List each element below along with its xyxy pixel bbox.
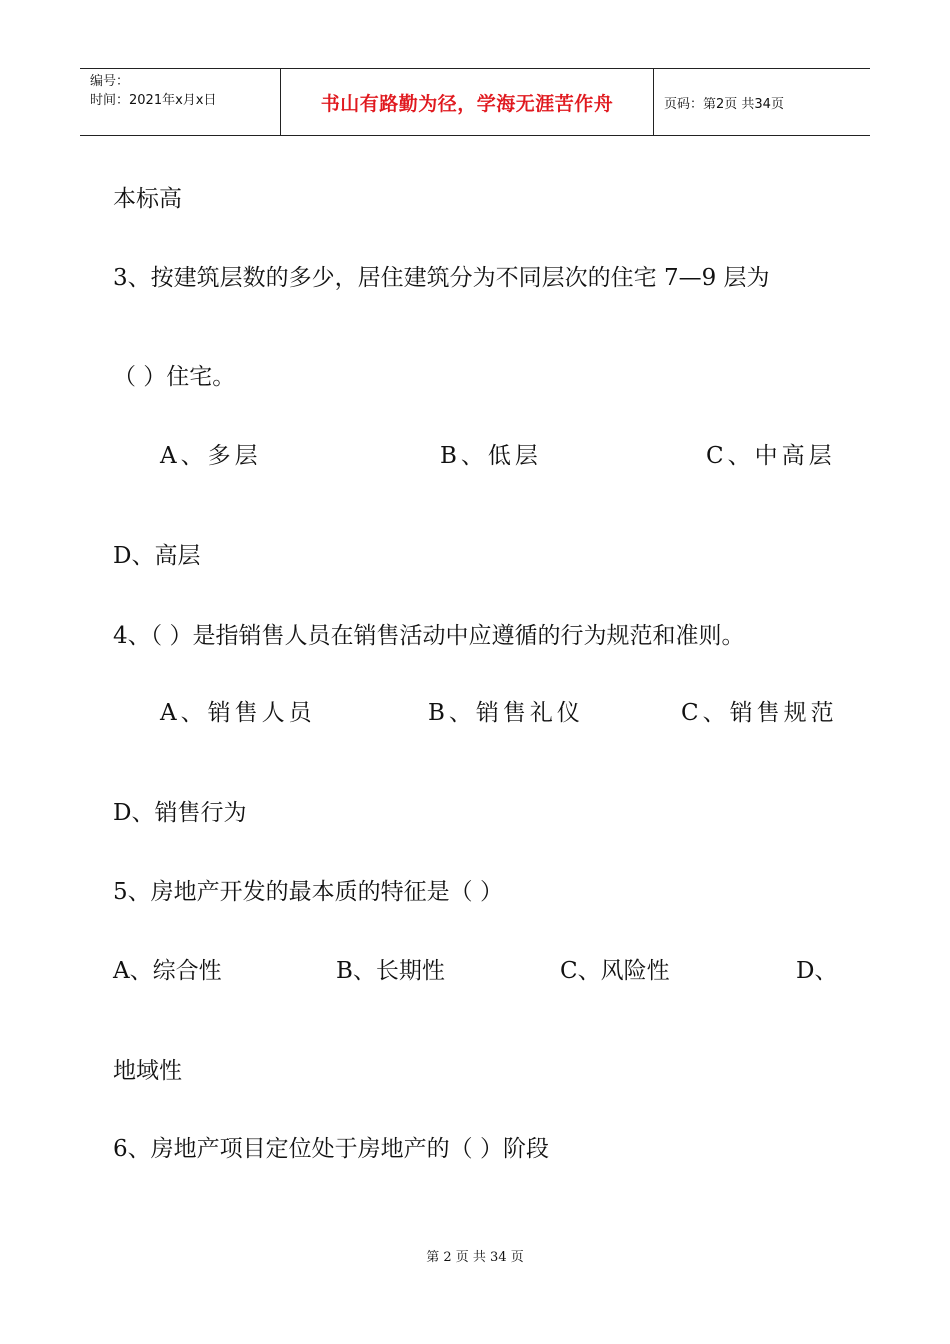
document-date: 时间：2021年x月x日: [90, 93, 217, 108]
question-4-option-b: B、销售礼仪: [428, 700, 584, 726]
page-header: [80, 68, 870, 136]
question-5-line-1: 5、房地产开发的最本质的特征是（ ）: [113, 879, 503, 905]
question-4-line-1: 4、（ ）是指销售人员在销售活动中应遵循的行为规范和准则。: [113, 623, 745, 649]
question-3-line-1: 3、按建筑层数的多少，居住建筑分为不同层次的住宅 7—9 层为: [113, 265, 770, 291]
text-fragment: 本标高: [113, 186, 182, 212]
question-4-option-c: C、销售规范: [681, 700, 838, 726]
header-meta: [80, 69, 281, 135]
question-5-option-d: D、: [796, 958, 838, 984]
document-number-label: 编号：: [90, 74, 130, 89]
question-6-line-1: 6、房地产项目定位处于房地产的（ ）阶段: [113, 1136, 549, 1162]
question-3-option-d: D、高层: [113, 543, 201, 569]
question-3-option-a: A、多层: [160, 443, 262, 469]
question-3-option-b: B、低层: [440, 443, 542, 469]
question-3-line-2: （ ）住宅。: [113, 364, 236, 390]
question-4-option-d: D、销售行为: [113, 800, 247, 826]
question-3-option-c: C、中高层: [706, 443, 836, 469]
header-motto: 书山有路勤为径，学海无涯苦作舟: [281, 69, 654, 135]
question-5-option-a: A、综合性: [113, 958, 222, 984]
page-footer: 第 2 页 共 34 页: [426, 1250, 524, 1265]
question-5-option-d-continued: 地域性: [113, 1058, 182, 1084]
header-page-info: 页码：第2页 共34页: [664, 96, 784, 112]
question-5-option-c: C、风险性: [560, 958, 670, 984]
question-5-option-b: B、长期性: [336, 958, 445, 984]
question-4-option-a: A、销售人员: [160, 700, 316, 726]
